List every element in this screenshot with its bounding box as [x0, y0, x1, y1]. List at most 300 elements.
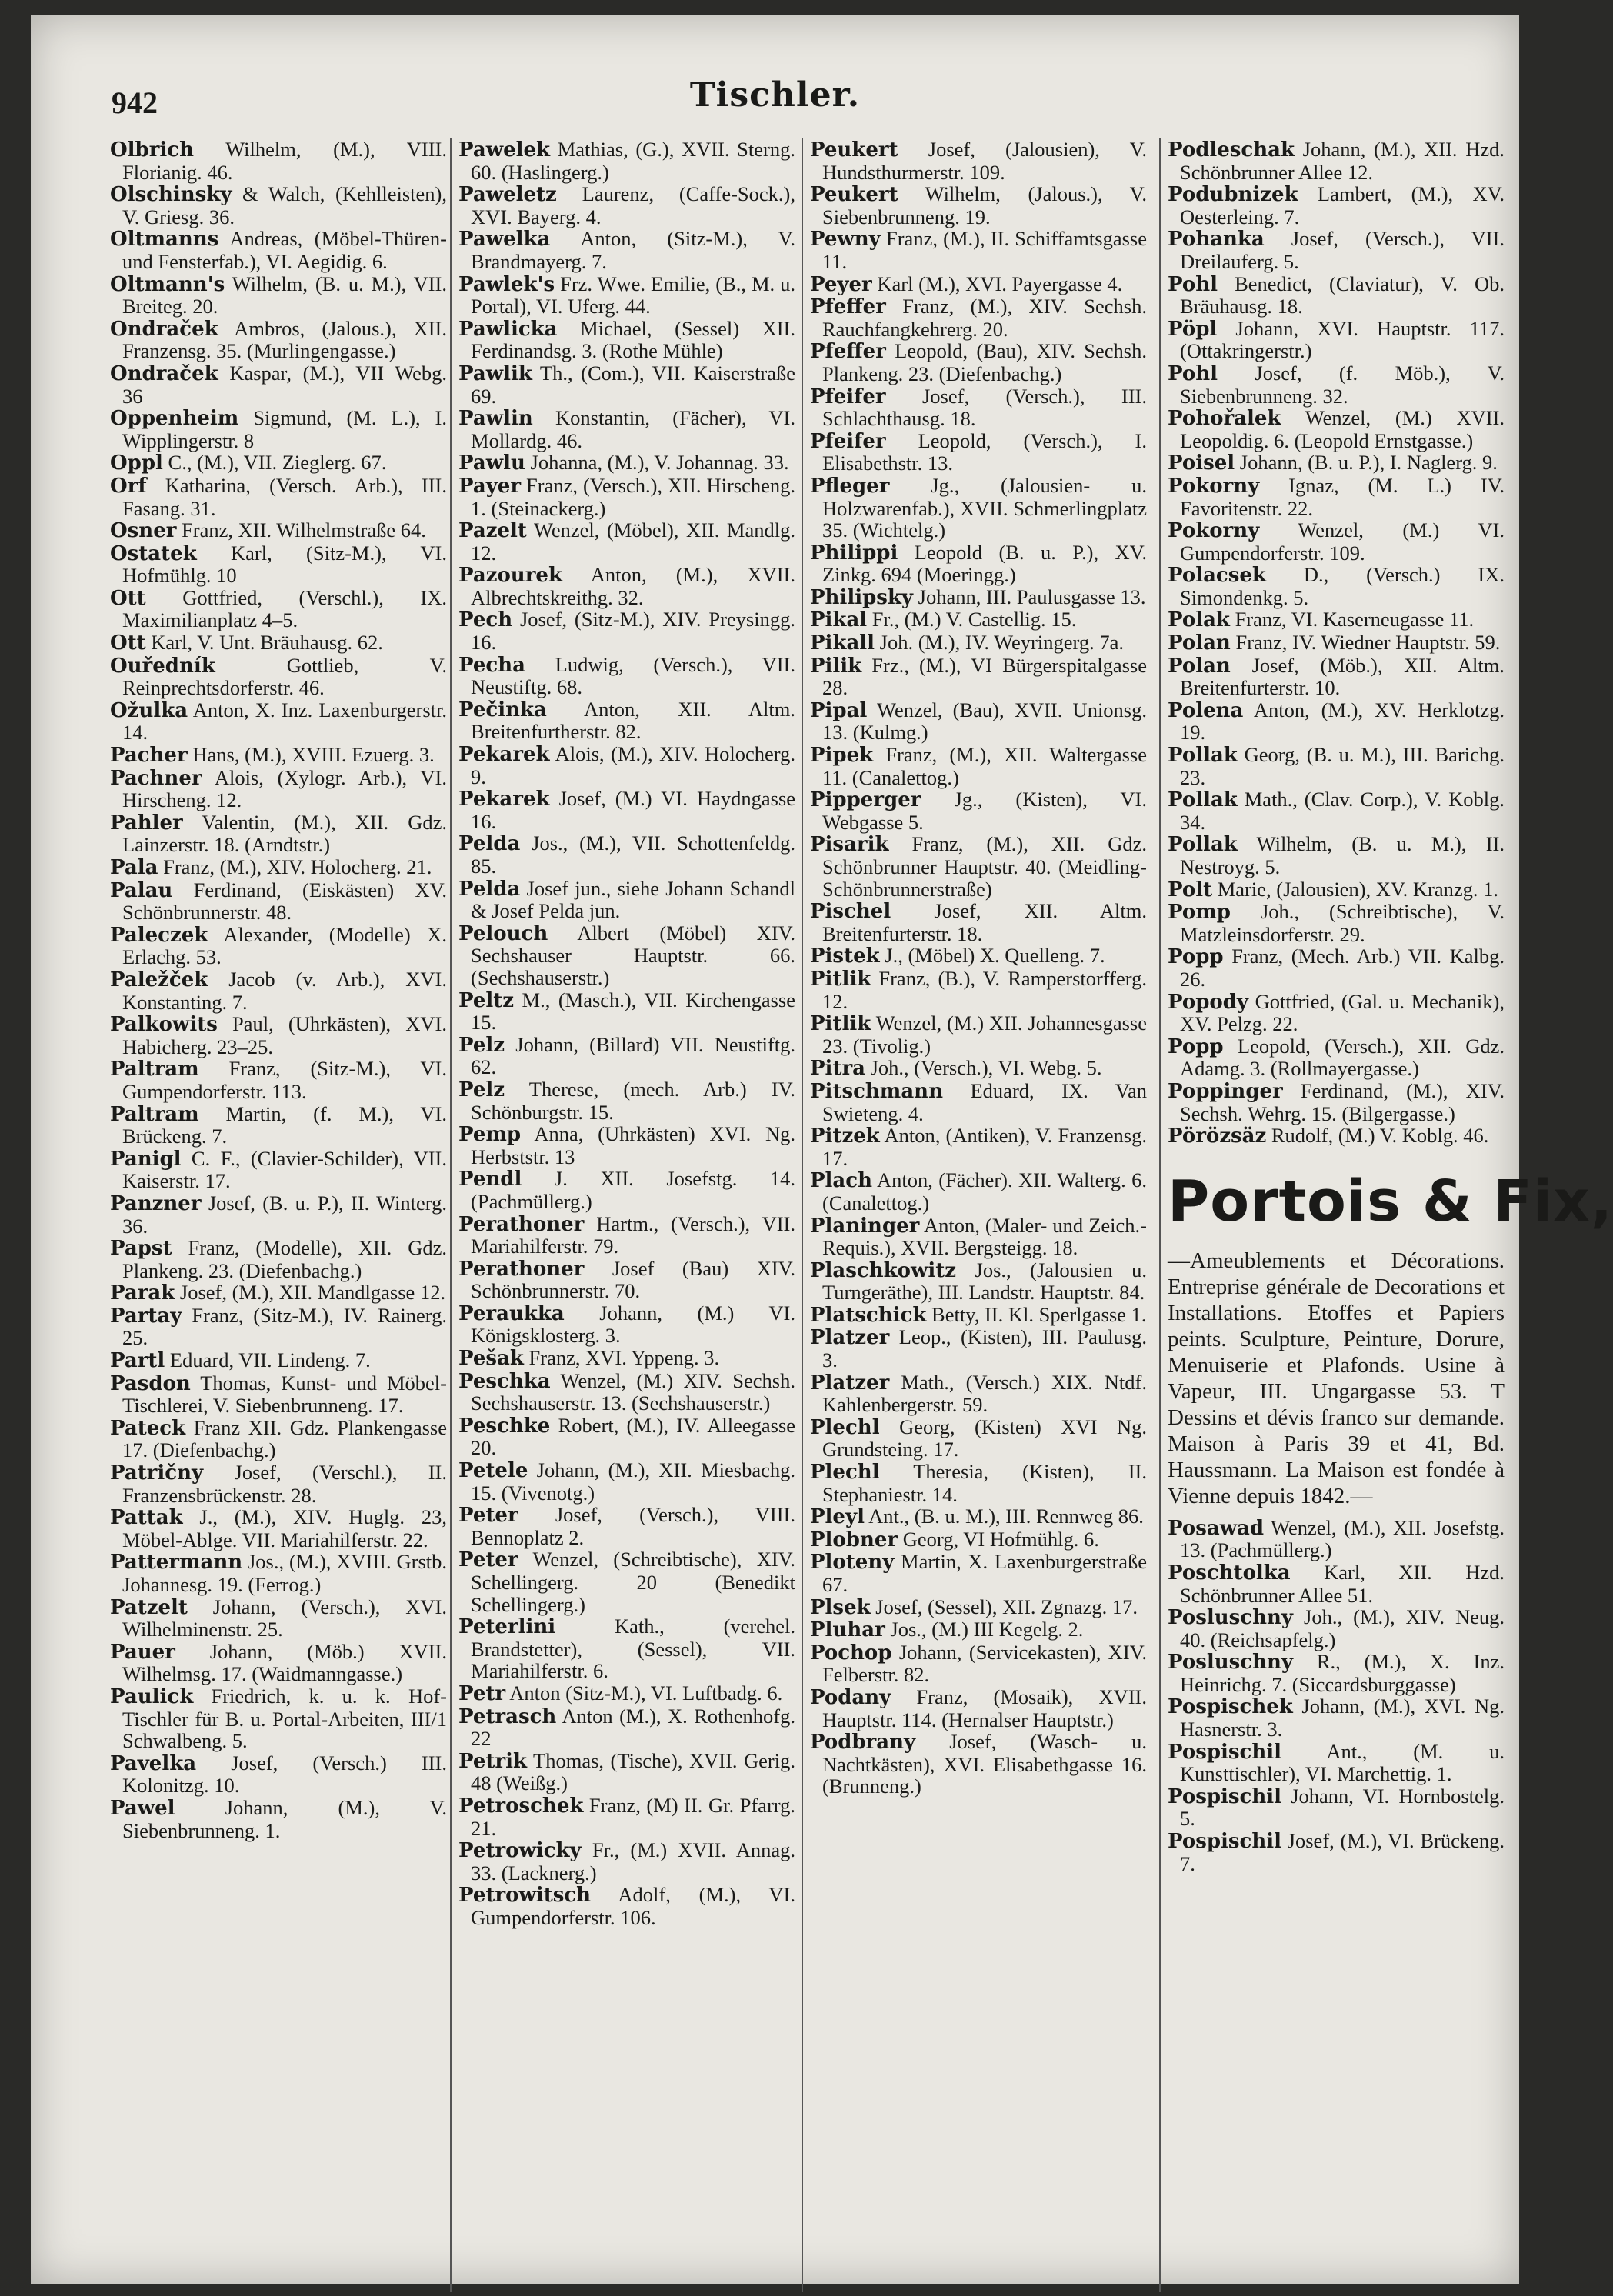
entry-details: Johann, (Billard) VII. Neustiftg. 62.	[471, 1032, 795, 1079]
entry-details: Albert (Möbel) XIV. Sechshauser Hauptstr. 66. (Sechshauserstr.)	[471, 921, 795, 989]
entry-name: Pawel	[110, 1796, 175, 1820]
directory-entry	[110, 452, 447, 475]
entry-name: Pitzek	[810, 1125, 880, 1148]
entry-details: J., (Möbel) X. Quelleng. 7.	[879, 944, 1105, 968]
entry-name: Pauer	[110, 1640, 175, 1664]
entry-details: Valentin, (M.), XII. Gdz. Lainzerstr. 18. (Arndtstr.)	[122, 810, 447, 857]
directory-entry	[1168, 1695, 1505, 1740]
entry-details: R., (M.), X. Inz. Heinrichg. 7. (Siccardsburggasse)	[1180, 1650, 1505, 1696]
entry-details: Wenzel, (M.) XVII. Leopoldig. 6. (Leopold Ernstgasse.)	[1180, 406, 1505, 452]
directory-entry	[458, 788, 795, 832]
entry-details: Franz, (M.), XIV. Sechsh. Rauchfangkehrerg. 20.	[822, 295, 1147, 341]
entry-name: Peter	[458, 1504, 518, 1528]
entry-details: Fr., (M.) XVII. Annag. 33. (Lacknerg.)	[471, 1838, 795, 1884]
entry-details: Johann, III. Paulusgasse 13.	[913, 585, 1146, 608]
directory-entry	[1168, 1606, 1505, 1651]
entry-name: Paulick	[110, 1685, 194, 1708]
directory-entry	[810, 968, 1147, 1012]
entry-details: & Walch, (Kehlleisten), V. Griesg. 36.	[122, 182, 447, 228]
entry-name: Peltz	[458, 988, 515, 1012]
entry-name: Perathoner	[458, 1212, 585, 1236]
entry-details: Franz, IV. Wiedner Hauptstr. 59.	[1230, 631, 1501, 655]
entry-name: Ondraček	[110, 317, 218, 341]
entry-name: Pluhar	[810, 1618, 885, 1642]
entry-details: Johann, (M.), XII. Hzd. Schönbrunner Allee 12.	[1180, 138, 1505, 184]
entry-name: Ouředník	[110, 654, 215, 678]
entry-name: Oltmann's	[110, 272, 225, 296]
entry-details: Anton, (Fächer). XII. Walterg. 6. (Canalettog.)	[822, 1168, 1147, 1215]
entry-name: Pleyl	[810, 1505, 865, 1529]
entry-details: Math., (Versch.) XIX. Ntdf. Kahlenbergerstr. 59.	[822, 1370, 1147, 1417]
directory-entry	[458, 654, 795, 698]
directory-entry	[110, 1596, 447, 1641]
directory-entry	[810, 900, 1147, 945]
entry-name: Pacher	[110, 744, 188, 768]
directory-entry	[810, 1057, 1147, 1080]
entry-details: C., (M.), VII. Zieglerg. 67.	[162, 451, 387, 475]
entry-details: Josef, (M.), XII. Mandlgasse 12.	[175, 1281, 446, 1305]
directory-entry	[110, 1797, 447, 1841]
directory-entry	[458, 832, 795, 877]
entry-details: Rudolf, (M.) V. Koblg. 46.	[1266, 1124, 1489, 1148]
directory-entry	[1168, 878, 1505, 901]
entry-name: Peukert	[810, 183, 898, 207]
entry-name: Plsek	[810, 1595, 871, 1619]
directory-entry	[110, 1685, 447, 1752]
entry-name: Petr	[458, 1681, 506, 1705]
entry-name: Partl	[110, 1349, 165, 1373]
entry-details: Wenzel, (M.) XII. Johannesgasse 23. (Tivolig.)	[822, 1011, 1147, 1058]
column-1	[110, 138, 447, 1841]
entry-name: Pewny	[810, 228, 881, 252]
entry-name: Pattak	[110, 1506, 183, 1530]
directory-entry	[1168, 273, 1505, 318]
entry-details: Franz, XII. Wilhelmstraße 64.	[176, 518, 426, 542]
directory-entry	[810, 1125, 1147, 1169]
entry-details: Josef, (M.), VI. Brückeng. 7.	[1180, 1829, 1505, 1875]
directory-entry	[110, 1237, 447, 1281]
directory-entry	[458, 878, 795, 922]
directory-entry	[810, 631, 1147, 655]
entry-name: Pelouch	[458, 921, 548, 945]
entry-details: Franz, (Sitz-M.), VI. Gumpendorferstr. 113.	[122, 1057, 447, 1103]
entry-name: Peukert	[810, 138, 898, 162]
entry-name: Pech	[458, 608, 513, 632]
entry-name: Pitlik	[810, 1012, 871, 1036]
entry-name: Plobner	[810, 1528, 898, 1551]
directory-entry	[1168, 362, 1505, 407]
entry-name: Pawlek's	[458, 272, 555, 296]
entry-name: Orf	[110, 474, 147, 498]
entry-name: Paweletz	[458, 183, 557, 207]
directory-entry	[810, 295, 1147, 340]
entry-details: Gottfried, (Gal. u. Mechanik), XV. Pelzg. 22.	[1180, 989, 1505, 1036]
entry-name: Planinger	[810, 1214, 920, 1238]
entry-name: Polt	[1168, 878, 1213, 901]
directory-entry	[1168, 228, 1505, 272]
directory-page	[31, 15, 1613, 2284]
directory-entry	[110, 407, 447, 452]
entry-name: Pečinka	[458, 698, 547, 721]
entry-name: Oltmanns	[110, 228, 219, 252]
entry-details: Ferdinand, (Eiskästen) XV. Schönbrunnerstr. 48.	[122, 878, 447, 925]
entry-details: Sigmund, (M. L.), I. Wipplingerstr. 8	[122, 406, 447, 452]
entry-name: Paleczek	[110, 923, 208, 947]
directory-entry	[810, 1505, 1147, 1528]
entry-details: Josef, XII. Altm. Breitenfurterstr. 18.	[822, 899, 1147, 945]
directory-entry	[810, 542, 1147, 586]
entry-name: Pohl	[1168, 272, 1218, 296]
entry-details: Leop., (Kisten), III. Paulusg. 3.	[822, 1325, 1147, 1372]
column-3	[810, 138, 1147, 1798]
entry-details: Gottlieb, V. Reinprechtsdorferstr. 46.	[122, 653, 447, 700]
entry-details: Franz XII. Gdz. Plankengasse 17. (Diefenbachg.)	[122, 1415, 447, 1462]
directory-entry	[1168, 564, 1505, 608]
entry-name: Pisarik	[810, 833, 889, 857]
entry-name: Perathoner	[458, 1257, 585, 1281]
entry-name: Patzelt	[110, 1595, 188, 1619]
directory-entry	[810, 1326, 1147, 1371]
entry-name: Pawelka	[458, 228, 551, 252]
entry-details: Math., (Clav. Corp.), V. Koblg. 34.	[1180, 788, 1505, 834]
entry-details: Karl (M.), XVI. Payergasse 4.	[871, 272, 1123, 295]
directory-entry	[110, 856, 447, 879]
directory-entry	[810, 138, 1147, 183]
entry-details: Wenzel, (M.), XII. Josefstg. 13. (Pachmüllerg.)	[1180, 1515, 1505, 1562]
ad-title: Portois & Fix,	[1168, 1168, 1613, 1235]
entry-details: Lambert, (M.), XV. Oesterleing. 7.	[1180, 182, 1505, 228]
directory-entry	[110, 1013, 447, 1058]
entry-name: Pohanka	[1168, 228, 1265, 252]
entry-name: Pochop	[810, 1641, 892, 1665]
entry-name: Popp	[1168, 1035, 1224, 1058]
entry-details: Josef, (Sessel), XII. Zgnazg. 17.	[870, 1595, 1138, 1618]
entry-name: Oppenheim	[110, 407, 239, 431]
entry-details: Franz, (Sitz-M.), IV. Rainerg. 25.	[122, 1303, 447, 1350]
entry-details: J., (M.), XIV. Huglg. 23, Möbel-Ablge. VII. Mariahilferstr. 22.	[122, 1505, 447, 1551]
entry-details: Georg, (B. u. M.), III. Barichg. 23.	[1180, 743, 1505, 789]
entry-details: Mathias, (G.), XVII. Sterng. 60. (Haslingerg.)	[471, 138, 795, 184]
directory-entry	[810, 430, 1147, 475]
entry-details: Anna, (Uhrkästen) XVI. Ng. Herbststr. 13	[471, 1122, 795, 1168]
entry-details: Joh., (M.), XIV. Neug. 40. (Reichsapfelg.)	[1180, 1605, 1505, 1651]
entry-name: Palkowits	[110, 1013, 218, 1037]
entry-details: Josef, (Versch.) III. Kolonitzg. 10.	[122, 1751, 447, 1798]
directory-entry	[110, 767, 447, 811]
directory-entry	[458, 1123, 795, 1168]
entry-name: Pazourek	[458, 564, 562, 588]
entry-name: Panigl	[110, 1147, 182, 1171]
entry-details: Anton (Sitz-M.), VI. Luftbadg. 6.	[505, 1681, 783, 1705]
column-2	[458, 138, 795, 1929]
entry-name: Pospischil	[1168, 1784, 1282, 1808]
directory-entry	[110, 1752, 447, 1797]
entry-name: Pikall	[810, 631, 875, 655]
entry-details: Josef, (Wasch- u. Nachtkästen), XVI. Elisabethgasse 16. (Brunneng.)	[822, 1730, 1147, 1798]
directory-entry	[1168, 901, 1505, 945]
directory-entry	[1168, 631, 1505, 655]
entry-name: Pörözsäz	[1168, 1125, 1267, 1148]
directory-entry	[458, 362, 795, 407]
entry-name: Petele	[458, 1459, 528, 1483]
directory-entry	[1168, 138, 1505, 183]
directory-entry	[1168, 452, 1505, 475]
directory-entry	[458, 1750, 795, 1794]
entry-name: Pospischek	[1168, 1695, 1293, 1719]
entry-name: Pecha	[458, 653, 525, 677]
entry-details: Michael, (Sessel) XII. Ferdinandsg. 3. (Rothe Mühle)	[471, 316, 795, 363]
entry-details: Hartm., (Versch.), VII. Mariahilferstr. 79.	[471, 1211, 795, 1258]
directory-entry	[810, 1304, 1147, 1327]
entry-name: Pachner	[110, 766, 202, 790]
entry-details: Anton, X. Inz. Laxenburgerstr. 14.	[122, 698, 447, 745]
entry-name: Poisel	[1168, 452, 1235, 475]
entry-name: Pollak	[1168, 744, 1238, 768]
entry-name: Pischel	[810, 900, 891, 924]
directory-entry	[810, 1371, 1147, 1416]
directory-entry	[810, 228, 1147, 272]
directory-entry	[110, 699, 447, 744]
entry-name: Pipperger	[810, 788, 921, 812]
entry-details: Josef, (Jalousien), V. Hundsthurmerstr. 109.	[822, 138, 1147, 184]
directory-entry	[110, 1192, 447, 1237]
directory-entry	[110, 811, 447, 856]
directory-entry	[458, 1034, 795, 1078]
directory-entry	[458, 1884, 795, 1928]
directory-entry	[110, 1641, 447, 1685]
directory-entry	[810, 833, 1147, 900]
directory-entry	[810, 340, 1147, 385]
entry-name: Parak	[110, 1281, 175, 1305]
entry-details: Franz, (Mech. Arb.) VII. Kalbg. 26.	[1180, 945, 1505, 991]
entry-details: Franz, (M.), II. Schiffamtsgasse 11.	[822, 227, 1147, 273]
directory-entry	[810, 1528, 1147, 1551]
entry-name: Plechl	[810, 1415, 880, 1439]
entry-details: J. XII. Josefstg. 14. (Pachmüllerg.)	[471, 1167, 795, 1213]
entry-name: Plaschkowitz	[810, 1258, 957, 1282]
entry-details: Hans, (M.), XVIII. Ezuerg. 3.	[187, 743, 435, 767]
directory-entry	[110, 1506, 447, 1551]
entry-name: Partay	[110, 1304, 182, 1328]
entry-name: Pelz	[458, 1033, 505, 1057]
entry-name: Podubnizek	[1168, 183, 1298, 207]
entry-name: Pistek	[810, 945, 880, 968]
entry-details: Ludwig, (Versch.), VII. Neustiftg. 68.	[471, 652, 795, 699]
directory-entry	[810, 608, 1147, 631]
entry-name: Ott	[110, 631, 146, 655]
entry-name: Pospischil	[1168, 1740, 1282, 1764]
directory-entry	[1168, 788, 1505, 833]
entry-name: Pelda	[458, 877, 521, 901]
entry-details: Johann, VI. Hornbostelg. 5.	[1180, 1784, 1505, 1831]
directory-entry	[458, 452, 795, 475]
entry-name: Ondraček	[110, 362, 218, 385]
entry-details: Johann, (M.), V. Siebenbrunneng. 1.	[122, 1795, 447, 1842]
entry-name: Payer	[458, 474, 522, 498]
entry-name: Olschinsky	[110, 183, 232, 207]
entry-name: Pitschmann	[810, 1079, 943, 1103]
directory-entry	[110, 879, 447, 924]
entry-name: Ploteny	[810, 1551, 895, 1575]
column-divider	[1159, 138, 1161, 2292]
entry-name: Pavelka	[110, 1751, 197, 1775]
entry-name: Pawlin	[458, 407, 533, 431]
entry-name: Podleschak	[1168, 138, 1295, 162]
directory-entry	[458, 273, 795, 318]
entry-name: Pasdon	[110, 1371, 191, 1395]
entry-name: Pawlik	[458, 362, 532, 385]
entry-details: Ignaz, (M. L.) IV. Favoritenstr. 22.	[1180, 473, 1505, 520]
entry-details: Joh., (Schreibtische), V. Matzleinsdorferstr. 29.	[1180, 900, 1505, 946]
directory-entry	[810, 1731, 1147, 1798]
entry-name: Oppl	[110, 452, 163, 475]
entry-details: Anton, (Sitz-M.), V. Brandmayerg. 7.	[471, 227, 795, 273]
entry-details: Leopold (B. u. P.), XV. Zinkg. 694 (Moeringg.)	[822, 540, 1147, 587]
entry-details: Anton, (M.), XVII. Albrechtskreithg. 32.	[471, 563, 795, 609]
directory-entry	[1168, 945, 1505, 990]
entry-name: Peterlini	[458, 1615, 556, 1639]
entry-details: Eduard, VII. Lindeng. 7.	[165, 1348, 371, 1372]
directory-entry	[110, 587, 447, 631]
entry-details: Franz, (M.), XII. Waltergasse 11. (Canalettog.)	[822, 743, 1147, 789]
entry-name: Pomp	[1168, 901, 1231, 925]
directory-entry	[110, 138, 447, 183]
entry-details: Franz, XVI. Yppeng. 3.	[523, 1346, 720, 1370]
directory-entry	[110, 1461, 447, 1506]
directory-entry	[458, 183, 795, 228]
directory-entry	[110, 1417, 447, 1461]
directory-entry	[1168, 318, 1505, 362]
entry-name: Petrowicky	[458, 1839, 582, 1863]
entry-details: Wenzel, (Möbel), XII. Mandlg. 12.	[471, 518, 795, 565]
directory-entry	[810, 1080, 1147, 1125]
directory-entry	[810, 699, 1147, 744]
entry-details: Georg, VI Hofmühlg. 6.	[898, 1527, 1099, 1551]
entry-details: Joh., (Versch.), VI. Webg. 5.	[865, 1056, 1102, 1080]
directory-entry	[810, 273, 1147, 296]
directory-entry	[458, 475, 795, 519]
directory-entry	[110, 273, 447, 318]
entry-details: Wenzel, (M.) VI. Gumpendorferstr. 109.	[1180, 518, 1505, 565]
entry-details: Wilhelm, (M.), VIII. Florianig. 46.	[122, 138, 447, 184]
entry-name: Pipek	[810, 744, 874, 768]
entry-details: D., (Versch.) IX. Simondenkg. 5.	[1180, 563, 1505, 609]
entry-details: Johanna, (M.), V. Johannag. 33.	[525, 451, 789, 475]
entry-details: Benedict, (Claviatur), V. Ob. Bräuhausg. 18.	[1180, 272, 1505, 318]
directory-entry	[110, 1305, 447, 1349]
directory-entry	[458, 698, 795, 743]
directory-entry	[458, 1615, 795, 1682]
directory-entry	[810, 1215, 1147, 1259]
entry-details: Jacob (v. Arb.), XVI. Konstanting. 7.	[122, 967, 447, 1014]
entry-name: Palau	[110, 878, 173, 902]
directory-entry	[810, 1641, 1147, 1686]
entry-name: Plach	[810, 1169, 873, 1193]
directory-entry	[810, 183, 1147, 228]
directory-entry	[458, 1078, 795, 1123]
entry-details: Jg., (Kisten), VI. Webgasse 5.	[822, 788, 1147, 834]
entry-details: Jos., (M.), VII. Schottenfeldg. 85.	[471, 831, 795, 878]
directory-entry	[810, 655, 1147, 699]
entry-name: Pilik	[810, 654, 862, 678]
entry-name: Pazelt	[458, 519, 527, 543]
entry-name: Pipal	[810, 698, 868, 722]
directory-entry	[110, 655, 447, 699]
entry-name: Posluschny	[1168, 1606, 1293, 1630]
entry-name: Patričny	[110, 1461, 204, 1485]
entry-name: Pahler	[110, 811, 183, 835]
entry-details: Ant., (M. u. Kunsttischler), VI. Marchettig. 1.	[1180, 1739, 1505, 1786]
directory-entry	[458, 608, 795, 653]
directory-entry	[810, 475, 1147, 542]
entry-details: Josef, (M.) VI. Haydngasse 16.	[471, 787, 795, 833]
directory-entry	[810, 1169, 1147, 1214]
directory-entry	[810, 1461, 1147, 1505]
entry-name: Platschick	[810, 1303, 927, 1327]
directory-entry	[1168, 1741, 1505, 1785]
entry-details: Jg., (Jalousien- u. Holzwarenfab.), XVII. Schmerlingplatz 35. (Wichtelg.)	[822, 473, 1147, 542]
directory-entry	[110, 1281, 447, 1305]
entry-details: Fr., (M.) V. Castellig. 15.	[867, 608, 1077, 631]
directory-entry	[110, 519, 447, 542]
entry-name: Ott	[110, 586, 146, 610]
entry-name: Pfeffer	[810, 295, 886, 319]
directory-entry	[458, 1682, 795, 1705]
entry-details: Wilhelm, (Jalous.), V. Siebenbrunneng. 19.	[822, 182, 1147, 228]
directory-entry	[458, 989, 795, 1034]
entry-name: Ožulka	[110, 698, 188, 722]
entry-details: Thomas, Kunst- und Möbel-Tischlerei, V. Siebenbrunneng. 17.	[122, 1371, 447, 1418]
entry-name: Petrik	[458, 1749, 527, 1773]
entry-name: Pfleger	[810, 474, 890, 498]
directory-entry	[458, 1213, 795, 1258]
entry-details: Ant., (B. u. M.), III. Rennweg 86.	[864, 1505, 1144, 1528]
directory-entry	[458, 1839, 795, 1884]
entry-details: Johann, (M.) VI. Königsklosterg. 3.	[471, 1301, 795, 1348]
directory-entry	[1168, 1830, 1505, 1874]
entry-details: Johann, (M.), XVI. Ng. Hasnerstr. 3.	[1180, 1695, 1505, 1741]
entry-details: Franz, (Modelle), XII. Gdz. Plankeng. 23. (Diefenbachg.)	[122, 1236, 447, 1282]
entry-details: Jos., (M.), XVIII. Grstb. Johannesg. 19. (Ferrog.)	[122, 1550, 447, 1596]
directory-entry	[458, 138, 795, 183]
entry-name: Petroschek	[458, 1794, 584, 1818]
directory-entry	[110, 1349, 447, 1372]
entry-details: Leopold, (Versch.), I. Elisabethstr. 13.	[822, 428, 1147, 475]
directory-entry	[110, 362, 447, 407]
entry-name: Posawad	[1168, 1516, 1265, 1540]
directory-entry	[810, 1618, 1147, 1641]
column-divider	[802, 138, 803, 2292]
entry-details: Franz, (Mosaik), XVII. Hauptstr. 114. (Hernalser Hauptstr.)	[822, 1685, 1147, 1731]
directory-entry	[1168, 655, 1505, 699]
entry-name: Posluschny	[1168, 1651, 1293, 1675]
entry-details: Konstantin, (Fächer), VI. Mollardg. 46.	[471, 406, 795, 452]
entry-details: Johann, (B. u. P.), I. Naglerg. 9.	[1235, 451, 1498, 475]
entry-name: Popody	[1168, 990, 1249, 1014]
entry-name: Pitra	[810, 1057, 865, 1081]
entry-details: Martin, (f. M.), VI. Brückeng. 7.	[122, 1101, 447, 1148]
entry-name: Olbrich	[110, 138, 195, 162]
entry-name: Pala	[110, 856, 158, 879]
entry-details: Johann, XVI. Hauptstr. 117. (Ottakringerstr.)	[1180, 316, 1505, 363]
directory-entry	[458, 1548, 795, 1615]
directory-entry	[110, 542, 447, 587]
entry-details: Karl, XII. Hzd. Schönbrunner Allee 51.	[1180, 1560, 1505, 1607]
directory-entry	[1168, 1035, 1505, 1080]
entry-details: Karl, (Sitz-M.), VI. Hofmühlg. 10	[122, 541, 447, 588]
directory-entry	[1168, 1651, 1505, 1695]
entry-details: Johann, (M.), XII. Miesbachg. 15. (Vivenotg.)	[471, 1458, 795, 1505]
